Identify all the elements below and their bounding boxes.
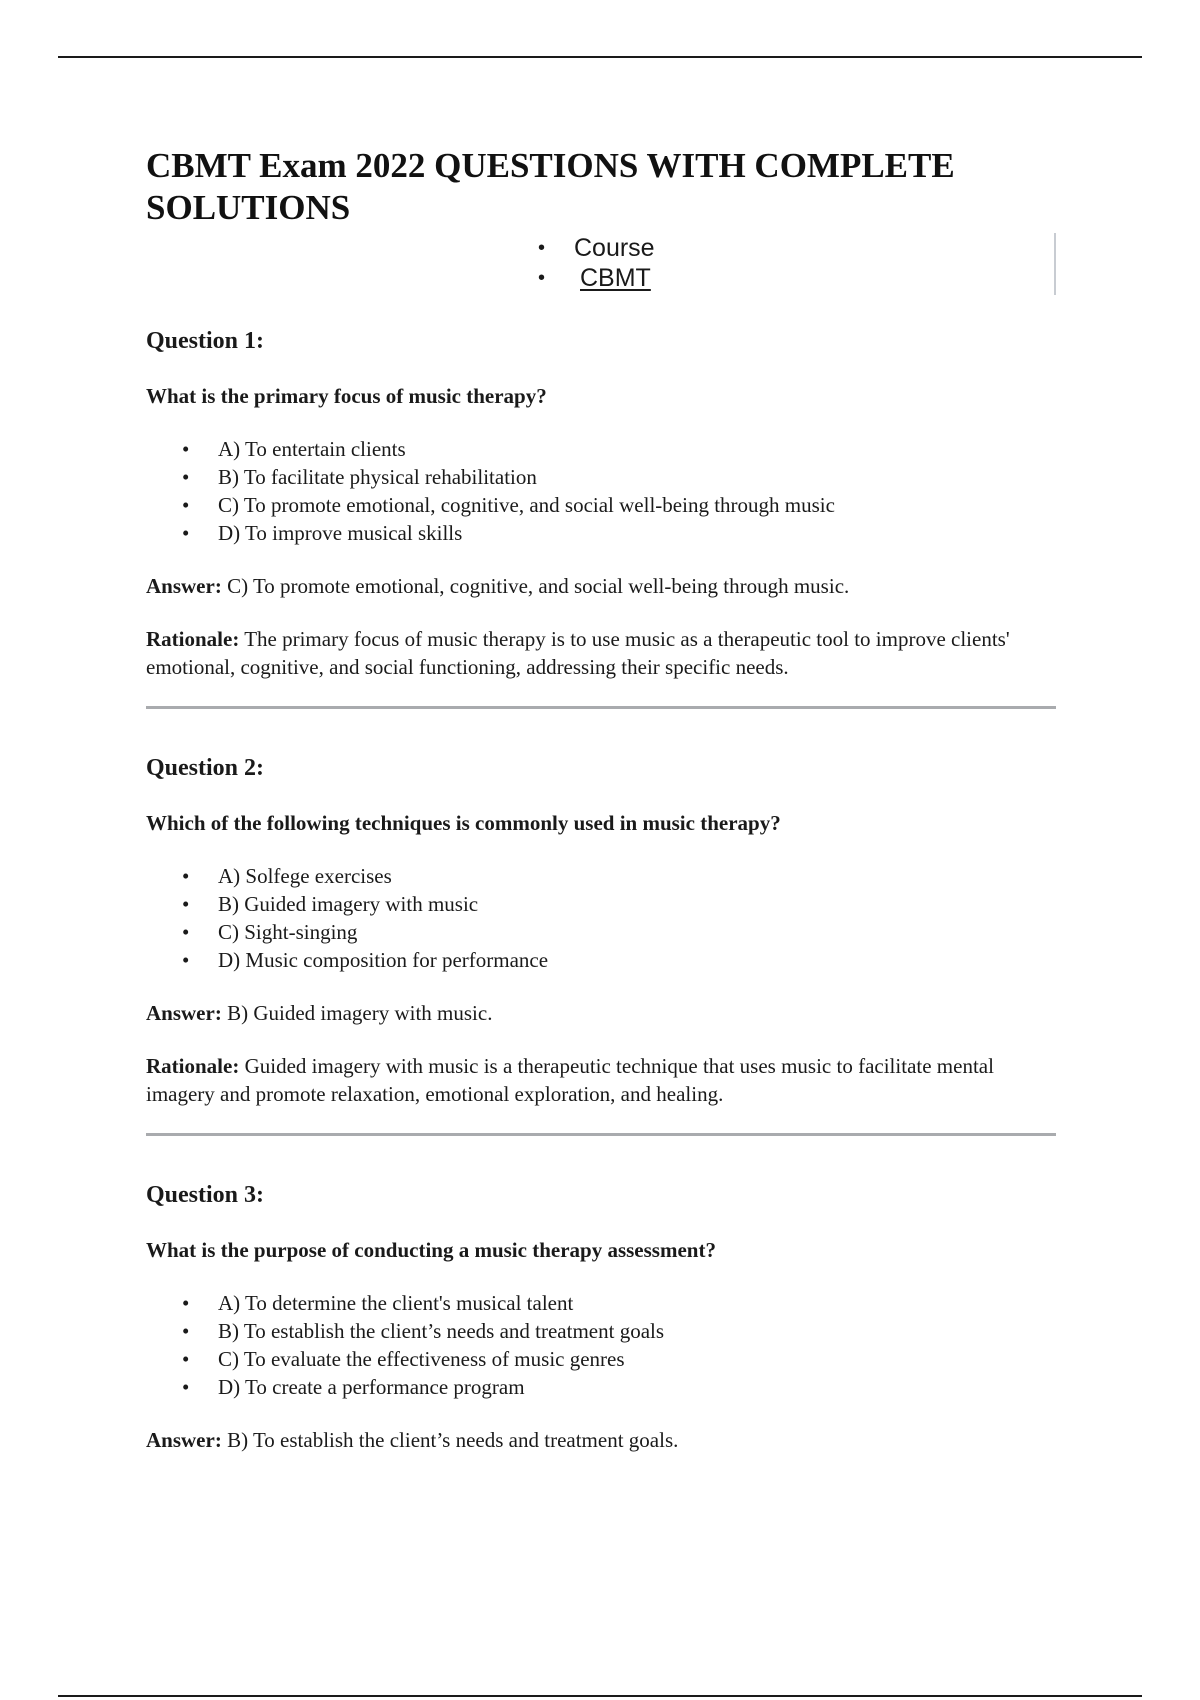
rationale-line — [146, 1052, 1056, 1108]
course-breadcrumb — [146, 233, 1056, 299]
question-text: What is the primary focus of music therapy? — [146, 384, 547, 408]
option-a: • A) To determine the client's musical talent — [146, 1289, 1056, 1317]
course-link-cbmt[interactable]: CBMT — [580, 264, 651, 292]
course-label: Course — [574, 234, 655, 262]
rationale-line — [146, 625, 1056, 681]
option-a: • A) To entertain clients — [146, 435, 1056, 463]
question-heading: Question 2: — [146, 755, 265, 781]
question-heading: Question 3: — [146, 1182, 265, 1208]
option-list — [146, 435, 1056, 547]
page-top-rule — [58, 56, 1142, 58]
question-1 — [146, 326, 1056, 709]
answer-line — [146, 1426, 1056, 1454]
course-list — [538, 233, 655, 293]
rationale-text: The primary focus of music therapy is to use music as a therapeutic tool to improve clients' emotional, cognitive, and social functioning, addressing their specific needs. — [146, 627, 1010, 679]
answer-label: Answer: — [146, 1428, 222, 1452]
course-link-item[interactable] — [538, 263, 655, 293]
answer-text: B) Guided imagery with music. — [227, 1001, 493, 1025]
answer-label: Answer: — [146, 574, 222, 598]
rationale-label: Rationale: — [146, 1054, 240, 1078]
option-d: • D) To create a performance program — [146, 1373, 1056, 1401]
question-text: What is the purpose of conducting a music therapy assessment? — [146, 1238, 716, 1262]
rationale-label: Rationale: — [146, 627, 240, 651]
course-label-item — [538, 233, 655, 263]
option-d: • D) Music composition for performance — [146, 946, 1056, 974]
option-c: • C) To evaluate the effectiveness of music genres — [146, 1345, 1056, 1373]
course-side-divider — [1054, 233, 1056, 295]
option-b: • B) To establish the client’s needs and treatment goals — [146, 1317, 1056, 1345]
answer-line — [146, 999, 1056, 1027]
option-c: • C) Sight-singing — [146, 918, 1056, 946]
option-list — [146, 862, 1056, 974]
option-b: • B) Guided imagery with music — [146, 890, 1056, 918]
option-d: • D) To improve musical skills — [146, 519, 1056, 547]
document-title: CBMT Exam 2022 QUESTIONS WITH COMPLETE SOLUTIONS — [146, 146, 955, 227]
option-b: • B) To facilitate physical rehabilitation — [146, 463, 1056, 491]
document-body — [146, 145, 1056, 1454]
rationale-text: Guided imagery with music is a therapeutic technique that uses music to facilitate mental imagery and promote relaxation, emotional exploration, and healing. — [146, 1054, 994, 1106]
option-a: • A) Solfege exercises — [146, 862, 1056, 890]
answer-text: C) To promote emotional, cognitive, and social well-being through music. — [227, 574, 850, 598]
question-separator — [146, 706, 1056, 709]
answer-text: B) To establish the client’s needs and treatment goals. — [227, 1428, 679, 1452]
question-separator — [146, 1133, 1056, 1136]
answer-line — [146, 572, 1056, 600]
question-heading: Question 1: — [146, 328, 265, 354]
answer-label: Answer: — [146, 1001, 222, 1025]
page-bottom-rule — [58, 1695, 1142, 1697]
question-3 — [146, 1180, 1056, 1454]
option-list — [146, 1289, 1056, 1401]
option-c: • C) To promote emotional, cognitive, and social well-being through music — [146, 491, 1056, 519]
question-text: Which of the following techniques is commonly used in music therapy? — [146, 811, 781, 835]
question-2 — [146, 753, 1056, 1136]
